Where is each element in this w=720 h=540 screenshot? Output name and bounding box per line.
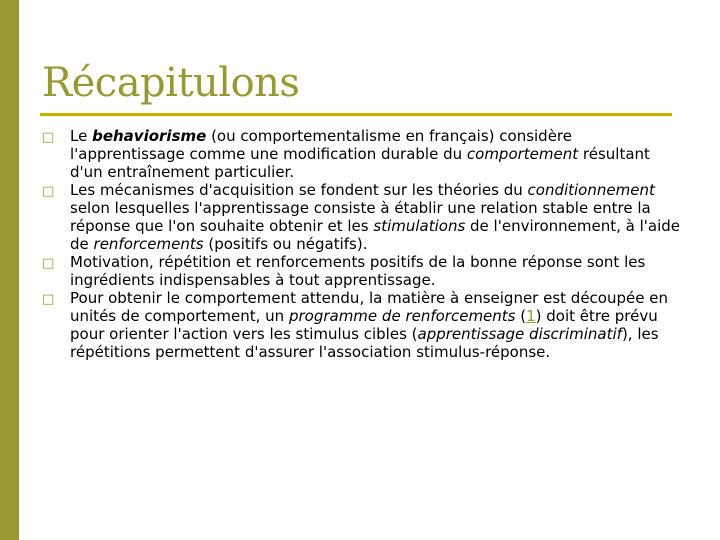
bullet-item-mecanismes xyxy=(42,181,682,253)
hollow-square-icon: □ xyxy=(42,256,55,271)
bullet-text: Le behaviorisme (ou comportementalisme en français) considère l'apprentissage comme une modification durable du comportement résultant d'un entraînement particulier. xyxy=(70,127,650,181)
bullet-item-motivation xyxy=(42,253,682,289)
hollow-square-icon: □ xyxy=(42,184,55,199)
bullet-text: Les mécanismes d'acquisition se fondent sur les théories du conditionnement selon lesquelles l'apprentissage consiste à établir une relation stable entre la réponse que l'on souhaite obtenir et les stimulations de l'environnement, à l'aide de renforcements (positifs ou négatifs). xyxy=(70,181,681,253)
term-behaviorisme: behaviorisme xyxy=(92,127,207,145)
bullet-text: Motivation, répétition et renforcements positifs de la bonne réponse sont les ingrédients indispensables à tout apprentissage. xyxy=(70,253,646,289)
title-underline xyxy=(40,113,672,116)
left-accent-bar xyxy=(0,0,19,540)
bullet-list xyxy=(42,127,682,361)
slide-title: Récapitulons xyxy=(42,60,300,106)
bullet-item-behaviorisme xyxy=(42,127,682,181)
hollow-square-icon: □ xyxy=(42,292,55,307)
reference-link[interactable]: 1 xyxy=(526,307,536,325)
hollow-square-icon: □ xyxy=(42,130,55,145)
bullet-item-comportement xyxy=(42,289,682,361)
bullet-text: Pour obtenir le comportement attendu, la matière à enseigner est découpée en unités de comportement, un programme de renforcements (1) doit être prévu pour orienter l'action vers les stimulus cibles (apprentissage discriminatif), les répétitions permettent d'assurer l'association stimulus-réponse. xyxy=(70,289,668,361)
